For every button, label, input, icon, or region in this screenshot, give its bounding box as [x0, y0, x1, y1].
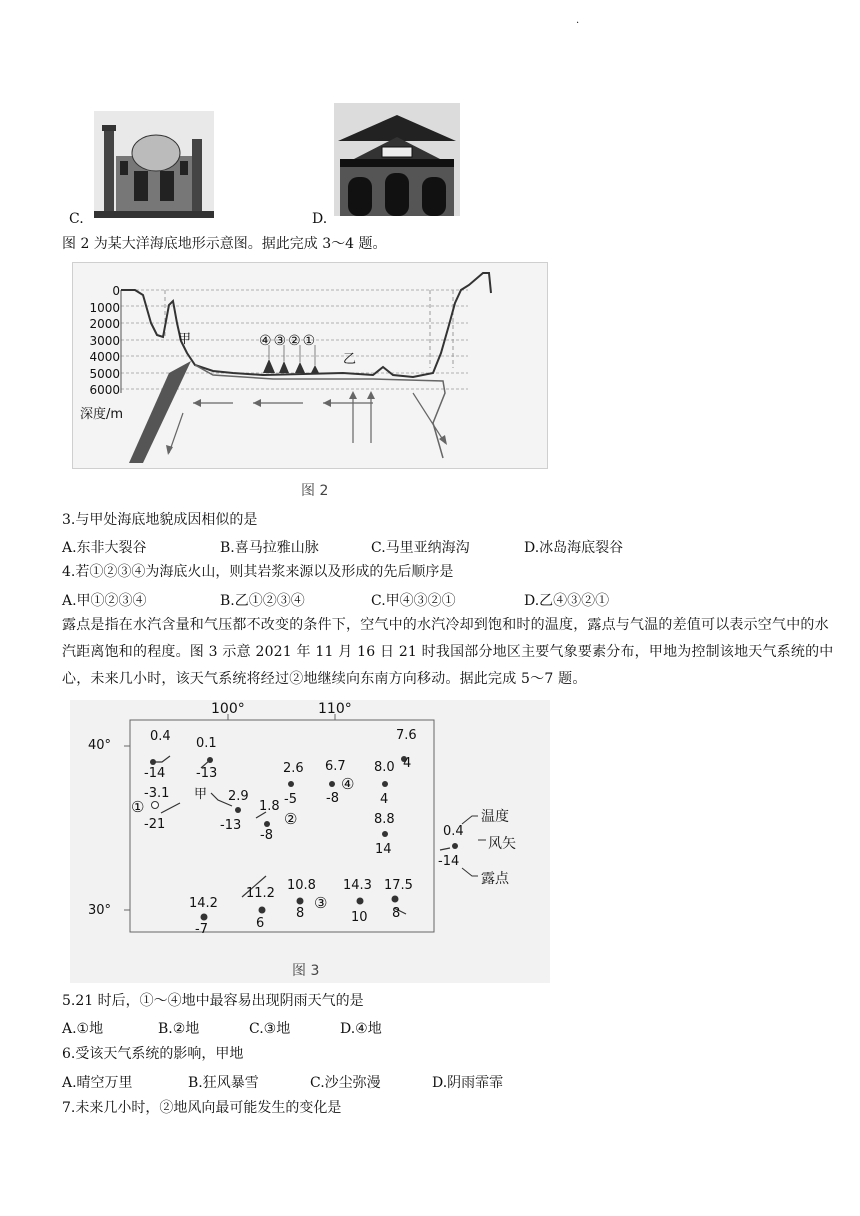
station-temp: 0.4 — [150, 729, 171, 744]
station-dew: 4 — [403, 756, 412, 771]
image-c-mosque — [94, 111, 214, 218]
q6-option-b[interactable]: B.狂风暴雪 — [188, 1075, 259, 1091]
fig2-depth-axis — [80, 283, 120, 399]
legend-temp-value: 0.4 — [443, 824, 464, 839]
figure-3 — [70, 700, 550, 983]
legend-wind-label: 风矢 — [488, 836, 516, 852]
station-marker-4: ④ — [341, 775, 355, 793]
q3-options — [62, 537, 762, 555]
station-marker-3: ③ — [314, 894, 328, 912]
depth-tick: 1000 — [89, 300, 120, 315]
q6-option-d[interactable]: D.阴雨霏霏 — [432, 1075, 504, 1091]
station-marker-2: ② — [284, 810, 298, 828]
fig3-caption: 图 3 — [292, 963, 320, 979]
depth-tick: 6000 — [89, 383, 120, 397]
depth-tick: 0 — [112, 284, 120, 298]
station-temp: 14.3 — [343, 878, 372, 893]
station-dew: -21 — [144, 817, 166, 832]
station-temp: 6.7 — [325, 759, 346, 774]
q4-option-b[interactable]: B.乙①②③④ — [220, 593, 305, 609]
depth-tick: 2000 — [89, 317, 120, 331]
figure-2 — [72, 262, 548, 469]
q3-option-b[interactable]: B.喜马拉雅山脉 — [220, 540, 319, 556]
fig2-volcano-labels: ④③②① — [259, 333, 318, 349]
legend-dew-label: 露点 — [481, 871, 509, 887]
station-dew: -13 — [220, 818, 242, 833]
station-dew: -8 — [326, 791, 339, 806]
q3-option-a[interactable]: A.东非大裂谷 — [62, 540, 147, 556]
depth-tick: 5000 — [89, 366, 120, 381]
station-temp: 8.8 — [374, 812, 395, 827]
station-dew: 6 — [256, 916, 265, 931]
fig3-lat-40: 40° — [88, 738, 112, 753]
station-temp: 2.9 — [228, 789, 249, 804]
fig2-point-yi: 乙 — [343, 352, 357, 367]
station-temp: 17.5 — [384, 878, 413, 893]
station-dew: 8 — [296, 906, 305, 921]
station-temp: 1.8 — [259, 799, 280, 814]
q6-options — [62, 1072, 662, 1090]
station-dew: -5 — [284, 792, 297, 807]
q6-option-a[interactable]: A.晴空万里 — [62, 1075, 133, 1091]
station-marker-1: ① — [131, 798, 145, 816]
station-dew: -8 — [260, 828, 273, 843]
station-temp: 11.2 — [246, 886, 275, 901]
station-temp: 2.6 — [283, 761, 304, 776]
station-temp: 0.1 — [196, 736, 217, 751]
q4-option-c[interactable]: C.甲④③②① — [371, 593, 456, 609]
q5-options — [62, 1018, 562, 1036]
legend-temp-label: 温度 — [481, 809, 509, 825]
fig3-lon-110: 110° — [318, 701, 352, 717]
station-dew: -13 — [196, 766, 218, 781]
station-temp: 10.8 — [287, 878, 316, 893]
top-dot: . — [576, 15, 580, 26]
q4-option-a[interactable]: A.甲①②③④ — [62, 593, 147, 609]
q5-option-a[interactable]: A.①地 — [62, 1021, 104, 1037]
fig2-point-jia: 甲 — [178, 332, 192, 347]
station-temp: 7.6 — [396, 728, 417, 743]
fig3-lon-100: 100° — [211, 701, 245, 717]
station-temp: 14.2 — [189, 896, 218, 911]
q3-option-c[interactable]: C.马里亚纳海沟 — [371, 540, 470, 556]
station-dew: -14 — [144, 766, 166, 781]
station-dew: 8 — [392, 906, 401, 921]
q5-option-d[interactable]: D.④地 — [340, 1021, 382, 1037]
passage-dew-point: 露点是指在水汽含量和气压都不改变的条件下，空气中的水汽冷却到饱和时的温度，露点与气温的差值可以表示空气中的水汽距离饱和的程度。图 3 示意 2021 年 11 月 16 日 21 时我国部分地区主要气象要素分布，甲地为控制该地天气系统的中心，未来几小时，该天气系统将经过②地继续向东南方向移动。据此完成 5～7 题。 — [62, 617, 834, 687]
station-dew: -7 — [195, 922, 208, 937]
image-d-label: D. — [312, 211, 328, 227]
q5-option-b[interactable]: B.②地 — [158, 1021, 200, 1037]
q3-stem: 3.与甲处海底地貌成因相似的是 — [62, 512, 258, 528]
station-dew: 4 — [380, 792, 389, 807]
fig2-intro: 图 2 为某大洋海底地形示意图。据此完成 3～4 题。 — [62, 236, 387, 252]
q7-stem: 7.未来几小时，②地风向最可能发生的变化是 — [62, 1100, 342, 1116]
q6-stem: 6.受该天气系统的影响，甲地 — [62, 1046, 244, 1062]
station-temp: 8.0 — [374, 760, 395, 775]
q4-stem: 4.若①②③④为海底火山，则其岩浆来源以及形成的先后顺序是 — [62, 564, 454, 580]
q6-option-c[interactable]: C.沙尘弥漫 — [310, 1075, 381, 1091]
station-dew: 14 — [375, 842, 392, 857]
q4-options — [62, 590, 762, 608]
fig2-caption: 图 2 — [301, 483, 329, 499]
q4-option-d[interactable]: D.乙④③②① — [524, 593, 610, 609]
q5-stem: 5.21 时后，①～④地中最容易出现阴雨天气的是 — [62, 993, 364, 1009]
depth-tick: 3000 — [89, 333, 120, 348]
station-temp: -3.1 — [144, 786, 170, 801]
q5-option-c[interactable]: C.③地 — [249, 1021, 291, 1037]
image-c-label: C. — [69, 211, 84, 227]
station-marker-jia: 甲 — [194, 787, 208, 802]
q3-option-d[interactable]: D.冰岛海底裂谷 — [524, 540, 624, 556]
fig3-lat-30: 30° — [88, 903, 112, 918]
fig2-depth-label: 深度/m — [80, 407, 124, 422]
station-dew: 10 — [351, 910, 368, 925]
image-d-gate — [334, 103, 460, 216]
depth-tick: 4000 — [89, 350, 120, 364]
legend-dew-value: -14 — [438, 854, 460, 869]
